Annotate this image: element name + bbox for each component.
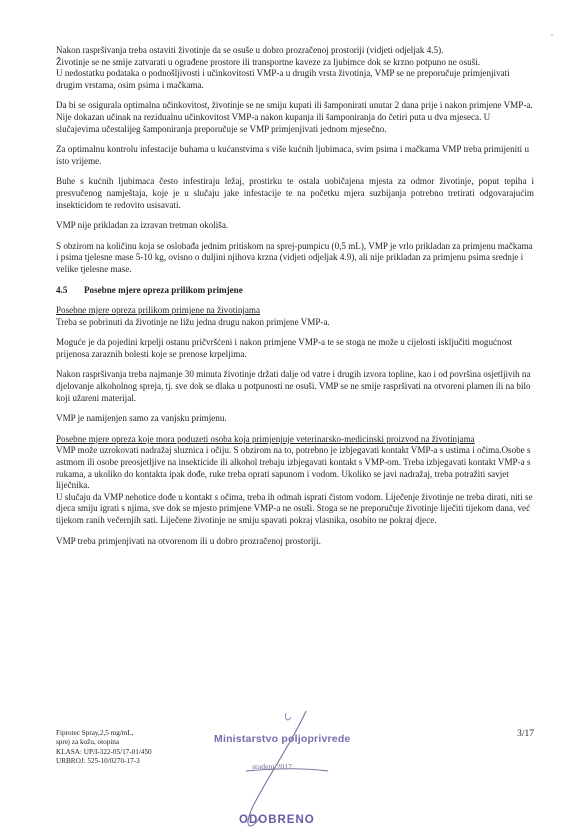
section-heading bbox=[56, 285, 534, 297]
paragraph: Treba se pobrinuti da životinje ne ližu jedna drugu nakon primjene VMP-a. bbox=[56, 316, 330, 327]
page-footer bbox=[56, 729, 534, 825]
paragraph: VMP može uzrokovati nadražaj sluznica i očiju. S obzirom na to, potrebno je izbjegavati kontakt VMP-a s ustima i očima.Osobe s astmom ili osobe preosjetljive na insekticide ili alkohol trebaju izbjegavati kontakt s VMP-om. Treba izbjegavati kontakt VMP-a s rukama, a ukoliko do kontakta ipak dođe, ruke treba oprati sapunom i vodom. Ukoliko se javi nadražaj, treba potražiti savjet liječnika. bbox=[56, 445, 531, 491]
paragraph: Moguće je da pojedini krpelji ostanu pričvršćeni i nakon primjene VMP-a te se stoga ne može u cijelosti isključiti mogućnost prijenosa zaraznih bolesti koje se prenose krpeljima. bbox=[56, 337, 513, 359]
paragraph: Buhe s kućnih ljubimaca često infestiraju ležaj, prostirku te ostala uobičajena mjesta za odmor životinje, poput tepiha i presvučenog namještaja, koje je u slučaju jake infestacije te na početku mjera suzbijanja potrebno tretirati odgovarajućim insekticidom te redovito usisavati. bbox=[56, 176, 534, 210]
approved-stamp-text: ODOBRENO bbox=[239, 814, 315, 826]
paragraph: Nakon raspršivanja treba ostaviti životinje da se osuše u dobro prozračenoj prostoriji (vidjeti odjeljak 4.5). bbox=[56, 45, 444, 55]
paragraph: S obzirom na količinu koja se oslobađa jednim pritiskom na sprej-pumpicu (0,5 mL), VMP je vrlo prikladan za primjenu mačkama i psima tjelesne mase 5-10 kg, ovisno o duljini njihova krzna (vidjeti odjeljak 4.9), ali nije prikladan za primjenu psima srednje i velike tjelesne mase. bbox=[56, 240, 533, 274]
paragraph: U slučaju da VMP nehotice dođe u kontakt s očima, treba ih odmah isprati čistom vodom. Liječenje životinje ne treba dirati, niti se djeca smiju igrati s njima, sve dok se mjesto primjene VMP-a ne osuši. Stoga se ne preporučuje životinje liječiti tijekom dana, već tijekom ranih večernjih sati. Liječene životinje ne smiju spavati pokraj vlasnika, osobito ne pokraj djece. bbox=[56, 491, 533, 525]
document-body bbox=[56, 45, 534, 547]
paragraph: Da bi se osigurala optimalna učinkovitost, životinje se ne smiju kupati ili šamponirati unutar 2 dana prije i nakon primjene VMP-a. Nije dokazan učinak na rezidualnu učinkovitost VMP-a nakon kupanja ili šamponiranja do četiri puta u dva mjeseca. U slučajevima učestalijeg šamponiranja preporučuje se VMP primjenjivati jednom mjesečno. bbox=[56, 100, 533, 134]
paragraph: VMP nije prikladan za izravan tretman okoliša. bbox=[56, 220, 229, 231]
paragraph: VMP treba primjenjivati na otvorenom ili u dobro prozračenoj prostoriji. bbox=[56, 535, 321, 546]
ministry-stamp-text: Ministarstvo poljoprivrede bbox=[214, 733, 351, 745]
section-number: 4.5 bbox=[56, 284, 68, 295]
paragraph: Nakon raspršivanja treba najmanje 30 minuta životinje držati dalje od vatre i drugih izvora topline, kao i od površina osjetljivih na djelovanje alkoholnog spreja, tj. sve dok se dlaka u potpunosti ne osuši. VMP se ne smije raspršivati na otvoreni plamen ili na bilo koji užareni materijal. bbox=[56, 369, 531, 403]
footer-product-name: Fiprotec Spray,2,5 mg/mL, bbox=[56, 729, 134, 737]
subsection-title: Posebne mjere opreza prilikom primjene na životinjama bbox=[56, 305, 261, 316]
paragraph: Životinje se ne smije zatvarati u ograđene prostore ili transportne kaveze za ljubimce dok se krzno potpuno ne osuši. bbox=[56, 56, 480, 67]
footer-klasa: KLASA: UP/I-322-05/17-01/450 bbox=[56, 747, 152, 756]
paragraph: Za optimalnu kontrolu infestacije buhama u kućanstvima s više kućnih ljubimaca, svim psima i mačkama VMP treba primijeniti u isto vrijeme. bbox=[56, 144, 530, 166]
paragraph: U nedostatku podataka o podnošljivosti i učinkovitosti VMP-a u drugih vrsta životinja, VMP se ne preporučuje primjenjivati drugim vrstama, osim psima i mačkama. bbox=[56, 68, 510, 90]
footer-product-form: sprej za kožu, otopina bbox=[56, 738, 120, 747]
paragraph: VMP je namijenjen samo za vanjsku primjenu. bbox=[56, 413, 227, 424]
stamp-date: studeni 2017. bbox=[252, 762, 295, 771]
page-number: 3/17 bbox=[517, 729, 534, 739]
scan-speck bbox=[551, 34, 553, 36]
subsection-title: Posebne mjere opreza koje mora poduzeti osoba koja primjenjuje veterinarsko-medicinski proizvod na životinjama bbox=[56, 433, 475, 444]
footer-urbroj: URBROJ: 525-10/0270-17-3 bbox=[56, 756, 140, 765]
section-title: Posebne mjere opreza prilikom primjene bbox=[84, 284, 243, 295]
